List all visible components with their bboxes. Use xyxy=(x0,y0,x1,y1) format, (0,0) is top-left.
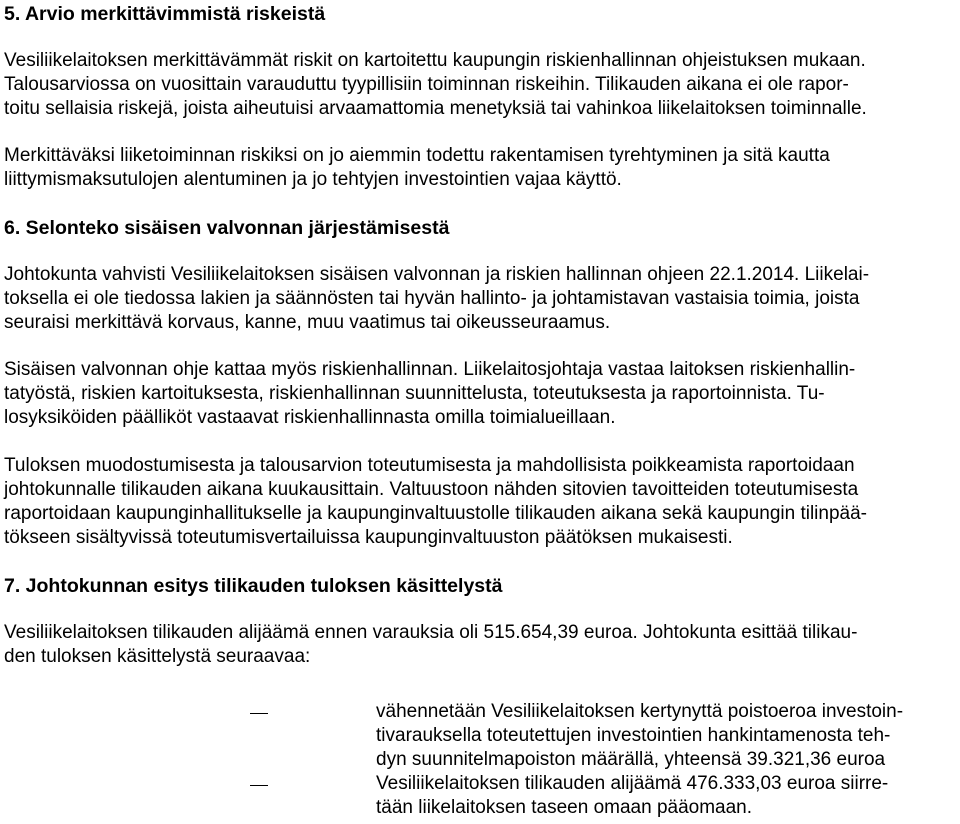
paragraph-line: Vesiliikelaitoksen merkittävämmät riskit on kartoitettu kaupungin riskienhallinnan ohjeistuksen mukaan. xyxy=(4,50,866,71)
paragraph-line: johtokunnalle tilikauden aikana kuukausittain. Valtuustoon nähden sitovien tavoitteiden toteutumisesta xyxy=(4,479,859,500)
paragraph-line: losyksiköiden päälliköt vastaavat riskienhallinnasta omilla toimialueillaan. xyxy=(4,407,616,428)
list-item-line: Vesiliikelaitoksen tilikauden alijäämä 476.333,03 euroa siirre- xyxy=(376,773,889,794)
list-item-line: tään liikelaitoksen taseen omaan pääomaan. xyxy=(376,797,753,818)
paragraph-line: tatyöstä, riskien kartoituksesta, riskienhallinnan suunnittelusta, toteutuksesta ja raportoinnista. Tu- xyxy=(4,383,825,404)
paragraph-line: tökseen sisältyvissä toteutumisvertailuissa kaupunginvaltuuston päätöksen mukaisesti. xyxy=(4,527,733,548)
paragraph-line: raportoidaan kaupunginhallitukselle ja kaupunginvaltuustolle tilikauden aikana sekä kaupungin tilinpää- xyxy=(4,503,867,524)
paragraph-line: liittymismaksutulojen alentuminen ja jo tehtyjen investointien vajaa käyttö. xyxy=(4,169,622,190)
paragraph-line: Vesiliikelaitoksen tilikauden alijäämä ennen varauksia oli 515.654,39 euroa. Johtokunta esittää tilikau- xyxy=(4,622,858,643)
list-item-line: vähennetään Vesiliikelaitoksen kertynyttä poistoeroa investoin- xyxy=(376,701,904,722)
paragraph-line: toitu sellaisia riskejä, joista aiheutuisi arvaamattomia menetyksiä tai vahinkoa liikelaitoksen toiminnalle. xyxy=(4,98,867,119)
section-7-heading: 7. Johtokunnan esitys tilikauden tuloksen käsittelystä xyxy=(4,575,503,597)
list-item-line: tivarauksella toteutettujen investointien hankintamenosta teh- xyxy=(376,725,891,746)
paragraph-line: seuraisi merkittävä korvaus, kanne, muu vaatimus tai oikeusseuraamus. xyxy=(4,312,611,333)
paragraph-line: den tuloksen käsittelystä seuraavaa: xyxy=(4,646,311,667)
paragraph-line: Tuloksen muodostumisesta ja talousarvion toteutumisesta ja mahdollisista poikkeamista raportoidaan xyxy=(4,455,855,476)
paragraph-line: toksella ei ole tiedossa lakien ja säännösten tai hyvän hallinto- ja johtamistavan vastaisia toimia, joista xyxy=(4,288,860,309)
paragraph-line: Talousarviossa on vuosittain varauduttu tyypillisiin toiminnan riskeihin. Tilikauden aikana ei ole rapor- xyxy=(4,74,849,95)
paragraph-line: Johtokunta vahvisti Vesiliikelaitoksen sisäisen valvonnan ja riskien hallinnan ohjeen 22.1.2014. Liikelai- xyxy=(4,264,870,285)
paragraph-line: Merkittäväksi liiketoiminnan riskiksi on jo aiemmin todettu rakentamisen tyrehtyminen ja sitä kautta xyxy=(4,145,830,166)
list-item-line: dyn suunnitelmapoiston määrällä, yhteensä 39.321,36 euroa xyxy=(376,749,886,770)
section-5-heading: 5. Arvio merkittävimmistä riskeistä xyxy=(4,3,326,25)
dash-bullet-icon xyxy=(250,785,268,786)
section-6-heading: 6. Selonteko sisäisen valvonnan järjestämisestä xyxy=(4,217,450,239)
paragraph-line: Sisäisen valvonnan ohje kattaa myös riskienhallinnan. Liikelaitosjohtaja vastaa laitoksen riskienhallin- xyxy=(4,359,856,380)
dash-bullet-icon xyxy=(250,713,268,714)
